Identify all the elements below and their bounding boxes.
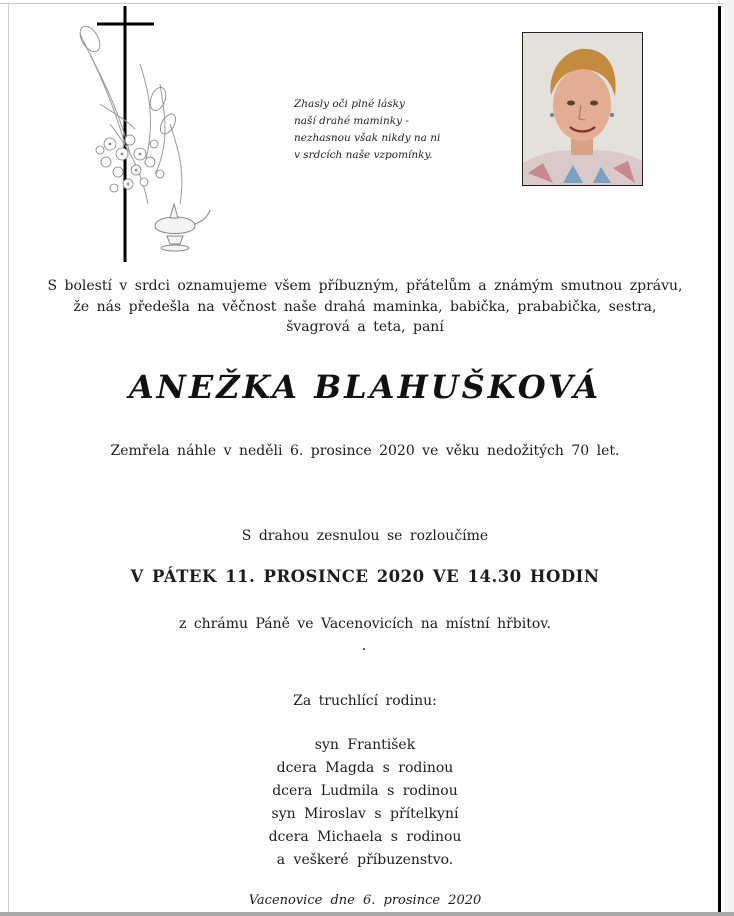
- announcement-line: švagrová a teta, paní: [286, 319, 444, 335]
- poem-line: nezhasnou však nikdy na ni: [294, 132, 441, 144]
- family-member: syn František: [314, 737, 416, 753]
- death-notice: Zemřela náhle v neděli 6. prosince 2020 ve věku nedožitých 70 let.: [110, 443, 620, 459]
- poem-line: naší drahé maminky -: [294, 115, 409, 127]
- family-member: dcera Magda s rodinou: [276, 760, 454, 776]
- poem-line: v srdcích naše vzpomínky.: [294, 149, 433, 161]
- place-date-footer: Vacenovice dne 6. prosince 2020: [248, 893, 482, 908]
- announcement-line: S bolestí v srdci oznamujeme všem příbuzným, přátelům a známým smutnou zprávu,: [47, 278, 683, 294]
- deceased-photo: [522, 32, 643, 186]
- portrait-image: [523, 33, 642, 185]
- family-intro: Za truchlící rodinu:: [293, 693, 437, 709]
- family-member: a veškeré příbuzenstvo.: [276, 852, 454, 868]
- family-member: dcera Ludmila s rodinou: [272, 783, 458, 799]
- memorial-poem: [294, 96, 494, 164]
- ceremony-place: z chrámu Páně ve Vacenovicích na místní hřbitov.: [179, 616, 551, 632]
- announcement-line: že nás předešla na věčnost naše drahá maminka, babička, prababička, sestra,: [73, 298, 657, 315]
- left-page-edge: [8, 4, 9, 916]
- announcement-text: [40, 276, 690, 338]
- bottom-scroll-edge: [0, 912, 734, 916]
- family-list: [40, 734, 690, 872]
- ceremony-datetime: V PÁTEK 11. PROSINCE 2020 VE 14.30 HODIN: [130, 567, 600, 586]
- cross-flowers-lamp-icon: [70, 4, 220, 266]
- right-page-margin: [724, 0, 734, 916]
- family-member: syn Miroslav s přítelkyní: [271, 806, 459, 822]
- family-member: dcera Michaela s rodinou: [268, 829, 462, 845]
- right-black-border: [718, 6, 721, 916]
- deceased-name: ANEŽKA BLAHUŠKOVÁ: [128, 368, 602, 406]
- stray-mark: [363, 648, 365, 650]
- farewell-text: S drahou zesnulou se rozloučíme: [241, 528, 489, 544]
- poem-line: Zhasly oči plné lásky: [294, 98, 405, 110]
